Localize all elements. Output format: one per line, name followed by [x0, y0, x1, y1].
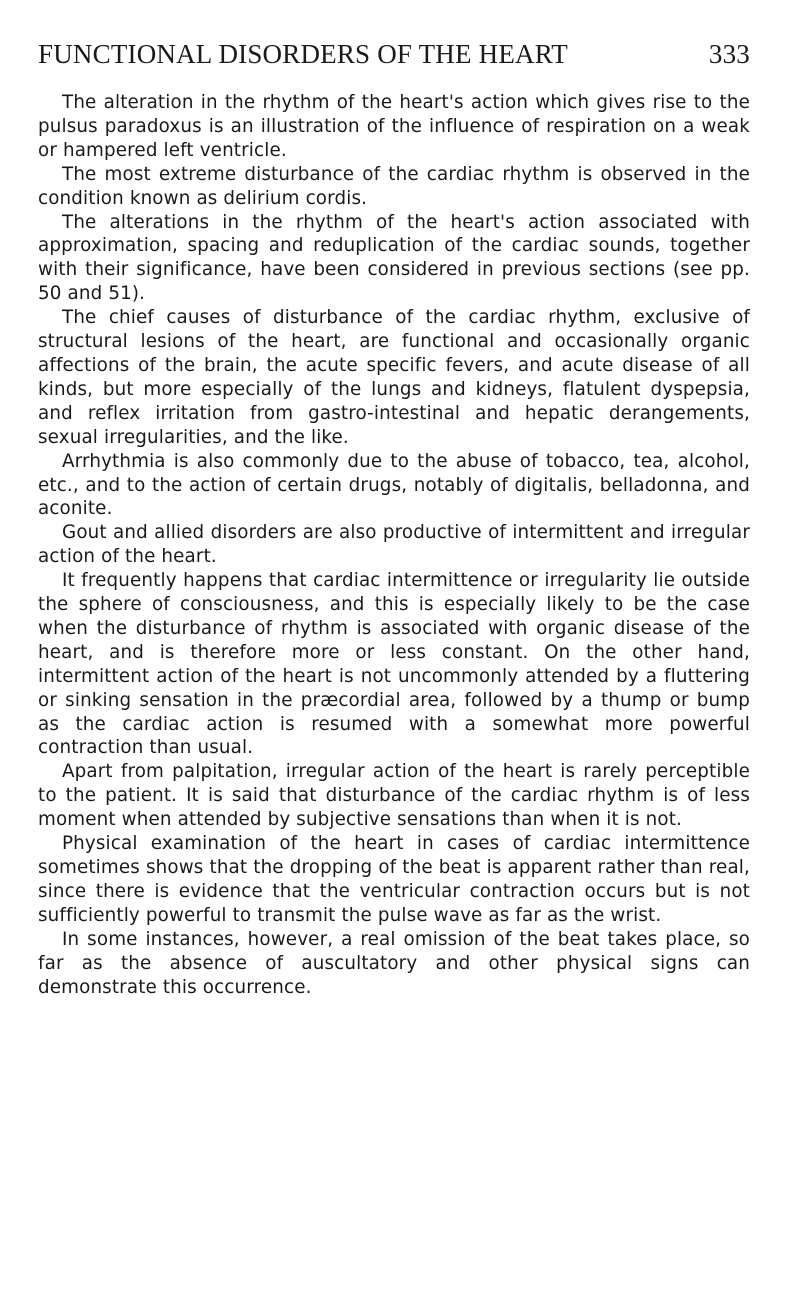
paragraph-arrhythmia: Arrhythmia is also commonly due to the abuse of tobacco, tea, alcohol, etc., and to the action of certain drugs, notably of digitalis, belladonna, and aconite.	[38, 450, 750, 520]
running-head	[38, 38, 750, 70]
paragraph-pulsus-paradoxus: The alteration in the rhythm of the heart's action which gives rise to the pulsus paradoxus is an illustration of the influence of respiration on a weak or hampered left ventricle.	[38, 92, 750, 161]
page-number: 333	[708, 39, 750, 69]
paragraph-gout: Gout and allied disorders are also productive of intermittent and irregular action of the heart.	[38, 522, 750, 568]
paragraph-chief-causes: The chief causes of disturbance of the cardiac rhythm, exclusive of structural lesions of the heart, are functional and occasionally organic affections of the brain, the acute specific fevers, and acute disease of all kinds, but more especially of the lungs and kidneys, flatulent dyspepsia, and reflex irritation from gastro-intestinal and hepatic derangements, sexual irregularities, and the like.	[38, 307, 750, 448]
paragraph-real-omission: In some instances, however, a real omission of the beat takes place, so far as the absence of auscultatory and other physical signs can demonstrate this occurrence.	[38, 928, 750, 998]
paragraph-palpitation: Apart from palpitation, irregular action of the heart is rarely perceptible to the patient. It is said that disturbance of the cardiac rhythm is of less moment when attended by subjective sensations than when it is not.	[38, 761, 750, 831]
running-title: FUNCTIONAL DISORDERS OF THE HEART	[38, 39, 569, 69]
paragraph-delirium-cordis: The most extreme disturbance of the cardiac rhythm is observed in the condition known as delirium cordis.	[38, 163, 750, 209]
paragraph-rhythm-alterations: The alterations in the rhythm of the heart's action associated with approximation, spacing and reduplication of the cardiac sounds, together with their significance, have been considered in previous sections (see pp. 50 and 51).	[38, 211, 750, 305]
body-text	[38, 91, 750, 999]
paragraph-physical-examination: Physical examination of the heart in cases of cardiac intermittence sometimes shows that the dropping of the beat is apparent rather than real, since there is evidence that the ventricular contraction occurs but is not sufficiently powerful to transmit the pulse wave as far as the wrist.	[38, 833, 750, 926]
book-page	[38, 38, 750, 999]
paragraph-intermittence: It frequently happens that cardiac intermittence or irregularity lie outside the sphere of consciousness, and this is especially likely to be the case when the disturbance of rhythm is associated with organic disease of the heart, and is therefore more or less constant. On the other hand, intermittent action of the heart is not uncommonly attended by a fluttering or sinking sensation in the præcordial area, followed by a thump or bump as the cardiac action is resumed with a somewhat more powerful contraction than usual.	[38, 570, 750, 759]
